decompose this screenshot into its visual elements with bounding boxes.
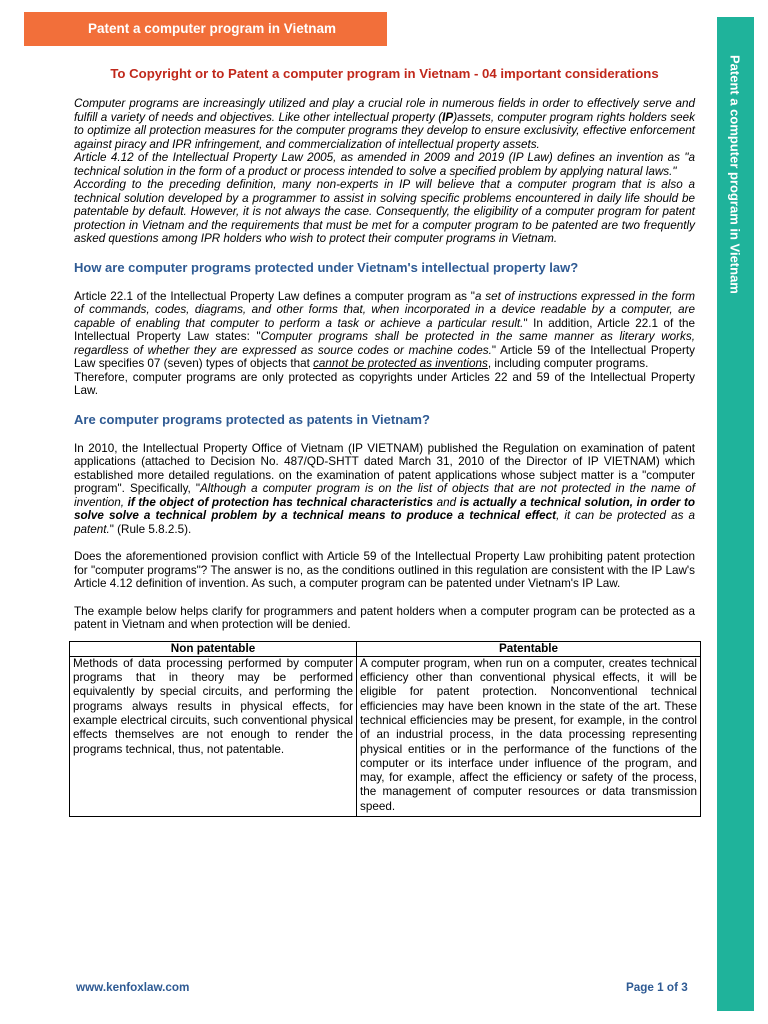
- top-banner: [24, 12, 387, 46]
- section2-bold-1: if the object of protection has technical characteristics: [127, 495, 434, 509]
- intro-paragraph-2: Article 4.12 of the Intellectual Property Law 2005, as amended in 2009 and 2019 (IP Law) defines an invention as "a technical solution in the form of a product or process intended to solve a specified problem by applying natural laws.": [74, 151, 695, 178]
- intro-text: Computer programs are increasingly utilized and play a crucial role in numerous fields in order to effectively serve and fulfill a variety of needs and objectives. Like other intellectual property (: [74, 97, 695, 124]
- footer-page-number: Page 1 of 3: [626, 981, 688, 994]
- section2-text-b: " (Rule 5.8.2.5).: [109, 522, 192, 536]
- ip-abbreviation: IP: [442, 110, 454, 124]
- section1-text-b: " In addition, Article 22.1 of the Intellectual Property Law states: ": [74, 316, 696, 343]
- section1-text-d: , including computer programs.: [487, 357, 649, 370]
- table-cell-non-patentable: Methods of data processing performed by computer programs that in theory may be performed equivalently by special circuits, and performing the programs always results in physical effects, for example electrical circuits, such conventional physical effects themselves are not enough to render the programs technical, thus, not patentable.: [70, 656, 357, 816]
- section2-quote-3: , it can be protected as a patent.: [74, 509, 695, 536]
- section2-bold-2: is actually a technical solution, in order to solve solve a technical problem by a technical means to produce a technical effect: [74, 495, 696, 522]
- document-body: [74, 66, 695, 817]
- section2-text-a: In 2010, the Intellectual Property Office of Vietnam (IP VIETNAM) published the Regulation on examination of patent applications (attached to Decision No. 487/QD-SHTT dated March 31, 2010 of the Director of IP VIETNAM) which established more detailed regulations. on the examination of patent applications whose subject matter is a "computer program". Specifically, ": [74, 441, 695, 495]
- section1-paragraph-2: Therefore, computer programs are only protected as copyrights under Articles 22 and 59 of the Intellectual Property Law.: [74, 370, 695, 397]
- side-strip-label: Patent a computer program in Vietnam: [727, 55, 743, 294]
- intro-text-cont: )assets, computer program rights holders seek to optimize all protection measures for the computer programs they develop to ensure exclusivity, effective enforcement against piracy and IPR infringement, and commercialization of intellectual property assets.: [74, 110, 695, 151]
- document-title: To Copyright or to Patent a computer program in Vietnam - 04 important considerations: [110, 66, 659, 81]
- section2-paragraph-2: Does the aforementioned provision conflict with Article 59 of the Intellectual Property Law prohibiting patent protection for "computer programs"? The answer is no, as the conditions outlined in this regulation are consistent with the IP Law's Article 4.12 definition of invention. As such, a computer program can be patented under Vietnam's IP Law.: [74, 550, 695, 590]
- section2-paragraph-1: [74, 442, 695, 537]
- intro-paragraph-3: According to the preceding definition, many non-experts in IP will believe that a computer program that is also a technical solution developed by a programmer to assist in solving specific problems encountered in daily life should be patentable by default. However, it is not always the case. Consequently, the eligibility of a computer program for patent protection in Vietnam and the requirements that must be met for a computer program to be patented are two frequently asked questions among IPR holders who wish to protect their computer programs in Vietnam.: [74, 178, 695, 245]
- section1-quote-literary: Computer programs shall be protected in the same manner as literary works, regardless of whether they are expressed as source codes or machine codes.: [74, 330, 695, 357]
- section-heading-protection: How are computer programs protected under Vietnam's intellectual property law?: [74, 259, 579, 275]
- intro-paragraph-1: [74, 97, 695, 151]
- section1-quote-definition: a set of instructions expressed in the form of commands, codes, diagrams, and other forms that, when incorporated in a device readable by a computer, are capable of enabling that computer to perform a task or achieve a particular result.: [74, 289, 695, 330]
- footer-website-link[interactable]: www.kenfoxlaw.com: [76, 981, 190, 994]
- section2-quote-2: and: [433, 495, 460, 509]
- section1-underlined-phrase: cannot be protected as inventions: [313, 357, 488, 370]
- table-header-row: [70, 641, 701, 656]
- side-strip: [717, 17, 754, 1011]
- section2-paragraph-3: The example below helps clarify for programmers and patent holders when a computer program can be protected as a patent in Vietnam and when protection will be denied.: [74, 604, 695, 631]
- banner-title: Patent a computer program in Vietnam: [88, 21, 337, 36]
- comparison-table: [69, 641, 701, 818]
- intro-section: [74, 97, 695, 246]
- table-row: [70, 656, 701, 816]
- section-heading-patents: Are computer programs protected as patents in Vietnam?: [74, 411, 430, 427]
- section2-quote-1: Although a computer program is on the list of objects that are not protected in the name of invention,: [74, 482, 695, 509]
- table-header-non-patentable: Non patentable: [70, 641, 357, 656]
- section1-paragraph-1: [74, 290, 695, 371]
- section1-text-a: Article 22.1 of the Intellectual Property Law defines a computer program as ": [74, 289, 475, 303]
- table-header-patentable: Patentable: [357, 641, 701, 656]
- section1-text-c: " Article 59 of the Intellectual Property Law specifies 07 (seven) types of objects that: [74, 343, 696, 370]
- table-cell-patentable: A computer program, when run on a computer, creates technical efficiency other than conventional physical effects, it will be eligible for patent protection. Nonconventional technical efficiencies may have been known in the state of the art. These technical efficiencies may be present, for example, in the control of an industrial process, in the data processing representing physical entities or in the performance of the functions of the computer or its interface under influence of the program, and may, for example, affect the efficiency or safety of the process, the management of computer resources or data transmission speed.: [357, 656, 701, 816]
